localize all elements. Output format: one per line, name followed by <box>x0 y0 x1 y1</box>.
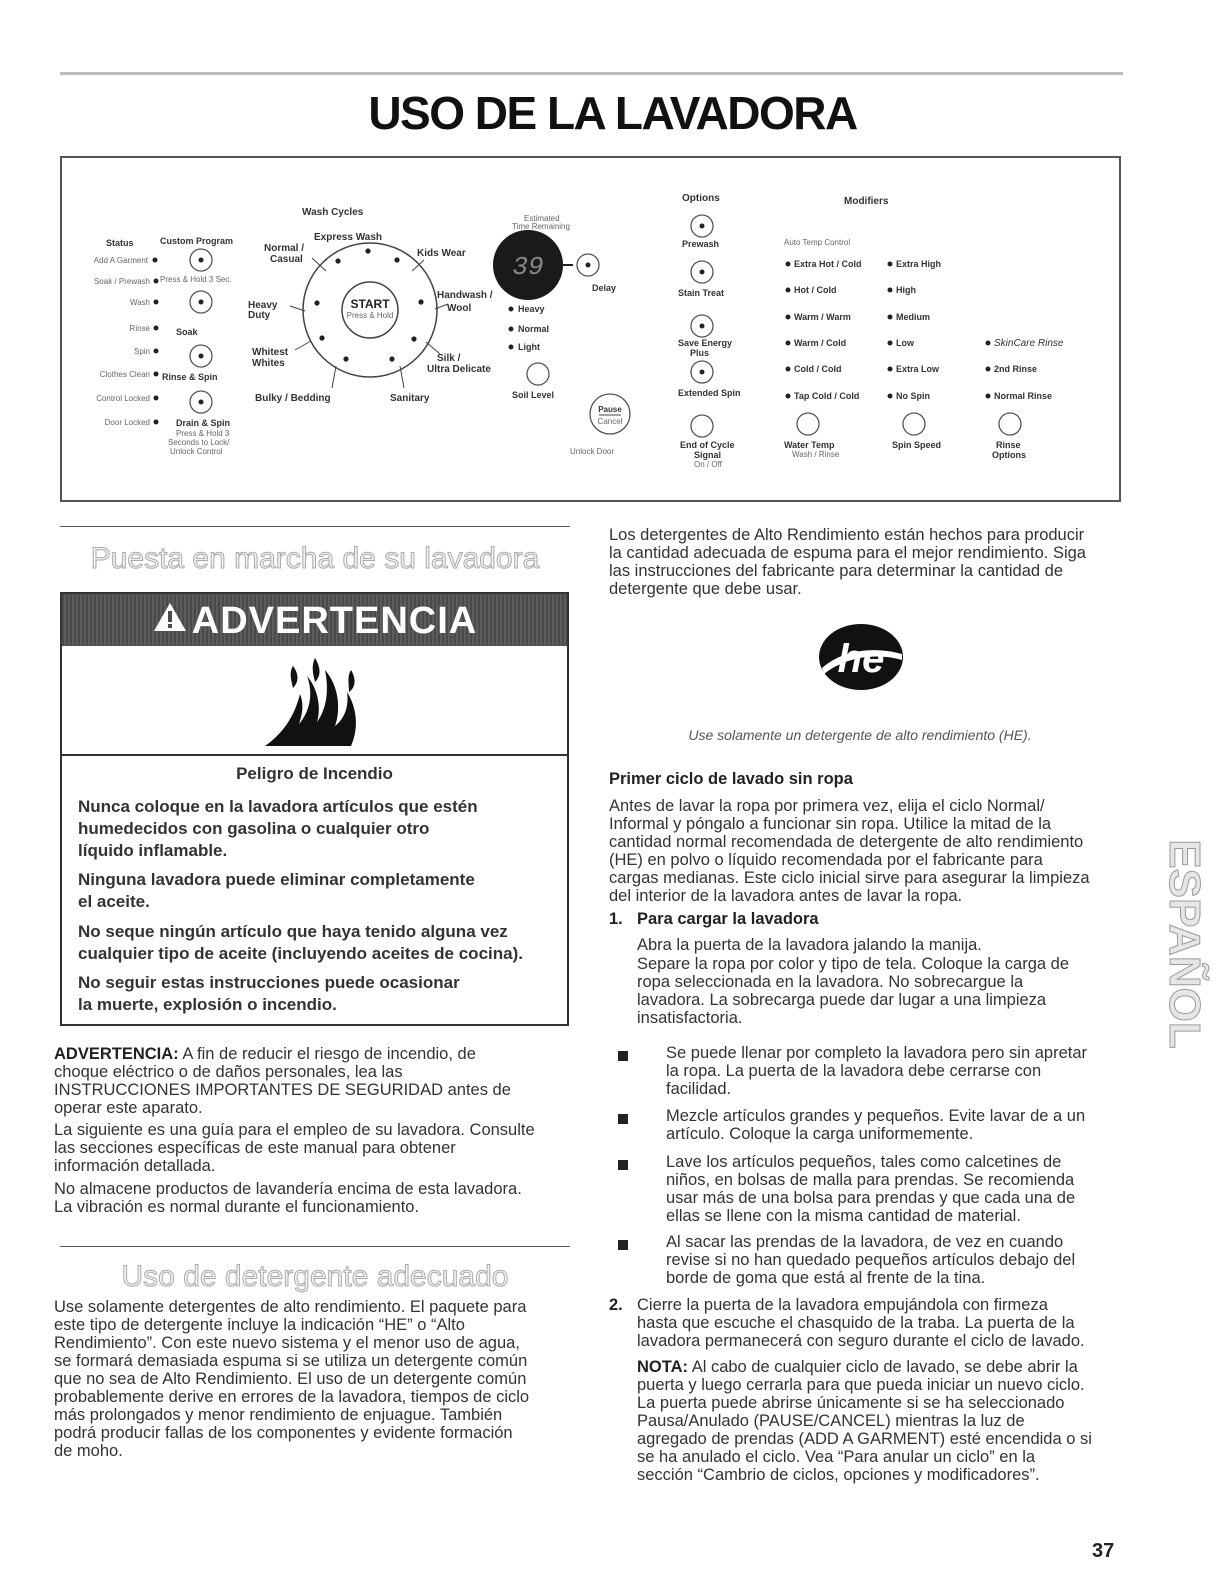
svg-text:SkinCare Rinse: SkinCare Rinse <box>994 338 1064 349</box>
handwash-label: Handwash / <box>437 290 493 301</box>
status-clothes-clean: Clothes Clean <box>99 370 150 379</box>
svg-text:No Spin: No Spin <box>896 391 930 401</box>
svg-text:Warm / Cold: Warm / Cold <box>794 338 847 348</box>
unlock-door-label: Unlock Door <box>570 447 615 456</box>
rinse-options-label-2: Options <box>992 450 1026 460</box>
drain-note-1: Press & Hold 3 <box>176 429 230 438</box>
extended-spin-label: Extended Spin <box>678 388 741 398</box>
custom-program-label: Custom Program <box>160 236 234 246</box>
warning-triangle-icon <box>152 601 188 633</box>
warning-box <box>60 592 569 1026</box>
bullet-marker <box>618 1160 628 1170</box>
detergent-paragraph: Use solamente detergentes de alto rendimiento. El paquete para este tipo de detergente incluye la indicación “HE” o “Alto Rendimiento”. Con este nuevo sistema y el menor uso de agua, se formará demasiada espuma si se utiliza un detergente común que no sea de Alto Rendimiento. El uso de un detergente común probablemente derive en errores de la lavadora, tiempos de ciclo más prolongados y menor rendimiento de enjuague. También podrá producir fallas de los componentes y evidente formación de moho. <box>54 1298 530 1460</box>
warning-separator <box>62 754 567 756</box>
status-wash: Wash <box>129 298 150 307</box>
step-1-open-door: Abra la puerta de la lavadora jalando la manija. <box>637 936 982 954</box>
fire-icon <box>255 652 375 750</box>
pause-label: Pause <box>598 405 622 414</box>
wash-cycles-label: Wash Cycles <box>302 207 364 218</box>
bullet-marker <box>618 1114 628 1124</box>
water-temp-label: Water Temp <box>784 440 835 450</box>
whitest-label: Whitest <box>252 347 289 358</box>
step-2-close-door: Cierre la puerta de la lavadora empujándola con firmeza hasta que escuche el chasquido de la traba. La puerta de la lavadora permanecerá con seguro durante el ciclo de lavado. <box>637 1296 1085 1350</box>
svg-text:Extra Low: Extra Low <box>896 364 940 374</box>
options-label: Options <box>682 193 720 204</box>
step-1-title: Para cargar la lavadora <box>637 910 819 928</box>
whites-label: Whites <box>252 358 285 369</box>
soil-level-label: Soil Level <box>512 390 555 400</box>
spin-speed-label: Spin Speed <box>892 440 942 450</box>
soak-label: Soak <box>176 327 198 337</box>
end-cycle-label-2: Signal <box>694 450 722 460</box>
top-rule <box>60 72 1123 75</box>
drain-note-3: Unlock Control <box>170 447 223 456</box>
end-cycle-label-1: End of Cycle <box>680 440 735 450</box>
time-display-value: 39 <box>512 252 544 282</box>
rinse-spin-label: Rinse & Spin <box>162 372 218 382</box>
drain-note-2: Seconds to Lock/ <box>168 438 230 447</box>
warning-text-1: Nunca coloque en la lavadora artículos que estén humedecidos con gasolina o cualquier otro líquido inflamable. <box>78 797 478 860</box>
svg-text:Medium: Medium <box>896 312 931 322</box>
bullet-item-2: Mezcle artículos grandes y pequeños. Evite lavar de a un artículo. Coloque la carga uniformemente. <box>666 1107 1086 1143</box>
warning-band <box>62 594 567 646</box>
svg-text:Light: Light <box>518 342 540 352</box>
svg-text:Heavy: Heavy <box>518 304 545 314</box>
warning-text-3: No seque ningún artículo que haya tenido alguna vez cualquier tipo de aceite (incluyendo aceites de cocina). <box>78 922 523 963</box>
language-side-tab <box>1146 824 1209 1064</box>
bullet-item-4: Al sacar las prendas de la lavadora, de vez en cuando revise si no han quedado pequeños artículos debajo del borde de goma que está al frente de la tina. <box>666 1233 1076 1287</box>
normal-label: Normal / <box>264 243 305 254</box>
status-rinse: Rinse <box>129 324 150 333</box>
wash-rinse-label: Wash / Rinse <box>792 450 840 459</box>
spin-speed-button[interactable] <box>903 413 925 435</box>
svg-text:Cold / Cold: Cold / Cold <box>794 364 842 374</box>
wool-label: Wool <box>447 303 472 314</box>
sanitary-label: Sanitary <box>390 393 430 404</box>
nota-paragraph: NOTA: Al cabo de cualquier ciclo de lavado, se debe abrir la puerta y luego cerrarla para que pueda iniciar un nuevo ciclo. La puerta puede abrirse únicamente si se ha seleccionado Pausa/Anulado (PAUSE/CANCEL) mientras la luz de agregado de prendas (ADD A GARMENT) esté encendida o si se ha anulado el ciclo. Vea “Para anular un ciclo” en la sección “Cambrio de ciclos, opciones y modificadores”. <box>637 1358 1092 1484</box>
bulky-bedding-label: Bulky / Bedding <box>255 393 331 404</box>
warning-title: ADVERTENCIA <box>62 600 567 643</box>
modifiers-label: Modifiers <box>844 196 889 207</box>
advertencia-paragraph: ADVERTENCIA: A fin de reducir el riesgo de incendio, de choque eléctrico o de daños personales, lea las INSTRUCCIONES IMPORTANTES DE SEGURIDAD antes de operar este aparato. <box>54 1045 511 1117</box>
svg-text:High: High <box>896 285 916 295</box>
he-logo-text: he <box>837 637 885 681</box>
cancel-label: Cancel <box>597 417 623 426</box>
spin-speed-options <box>888 259 942 401</box>
bullet-marker <box>618 1240 628 1250</box>
drain-spin-label: Drain & Spin <box>176 418 231 428</box>
svg-text:Normal: Normal <box>518 324 550 334</box>
section-rule-1 <box>60 526 570 527</box>
bullet-item-1: Se puede llenar por completo la lavadora pero sin apretar la ropa. La puerta de la lavadora debe cerrarse con facilidad. <box>666 1044 1088 1098</box>
svg-text:Low: Low <box>896 338 914 348</box>
heavy-duty-label-1: Heavy <box>248 300 278 311</box>
page-title: USO DE LA LAVADORA <box>368 87 857 139</box>
silk-label: Silk / <box>437 353 461 364</box>
svg-text:Tap Cold / Cold: Tap Cold / Cold <box>794 391 860 401</box>
step-2-number: 2. <box>609 1296 623 1314</box>
storage-paragraph: No almacene productos de lavandería encima de esta lavadora. La vibración es normal durante el funcionamiento. <box>54 1180 522 1216</box>
stain-treat-label: Stain Treat <box>678 288 725 298</box>
section-rule-2 <box>60 1246 570 1247</box>
he-detergent-paragraph: Los detergentes de Alto Rendimiento están hechos para producir la cantidad adecuada de espuma para el mejor rendimiento. Siga las instrucciones del fabricante para determinar la cantidad de detergente que debe usar. <box>609 526 1086 598</box>
pause-cancel-button[interactable] <box>590 394 630 434</box>
delay-label: Delay <box>592 283 617 293</box>
status-soak-prewash: Soak / Prewash <box>93 277 150 286</box>
auto-temp-label: Auto Temp Control <box>784 238 851 247</box>
first-cycle-heading: Primer ciclo de lavado sin ropa <box>609 770 853 788</box>
svg-text:2nd Rinse: 2nd Rinse <box>994 364 1038 374</box>
status-spin: Spin <box>133 347 150 356</box>
end-cycle-signal-button[interactable] <box>691 415 713 437</box>
est-time-2: Time Remaining <box>512 222 570 231</box>
save-energy-label-2: Plus <box>690 348 710 358</box>
svg-text:Normal Rinse: Normal Rinse <box>994 391 1053 401</box>
save-energy-label-1: Save Energy <box>678 338 733 348</box>
water-temp-button[interactable] <box>797 413 819 435</box>
bullet-item-3: Lave los artículos pequeños, tales como calcetines de niños, en bolsas de malla para prendas. Se recomienda usar más de una bolsa para prendas y que cada una de ellas se llene con la misma cantidad de material. <box>666 1153 1076 1225</box>
svg-text:Extra High: Extra High <box>896 259 942 269</box>
kids-wear-label: Kids Wear <box>417 248 466 259</box>
status-control-locked: Control Locked <box>96 394 150 403</box>
warning-text-2: Ninguna lavadora puede eliminar completamente el aceite. <box>78 870 475 911</box>
prewash-label: Prewash <box>682 239 720 249</box>
he-logo <box>816 620 906 692</box>
express-wash-label: Express Wash <box>314 232 382 243</box>
soil-level-lights <box>509 304 550 352</box>
status-label: Status <box>106 238 134 248</box>
he-caption: Use solamente un detergente de alto rendimiento (HE). <box>688 727 1032 743</box>
svg-text:Hot / Cold: Hot / Cold <box>794 285 837 295</box>
svg-text:Extra Hot / Cold: Extra Hot / Cold <box>794 259 862 269</box>
bullet-marker <box>618 1051 628 1061</box>
rinse-options-label-1: Rinse <box>996 440 1021 450</box>
rinse-options-button[interactable] <box>999 413 1021 435</box>
press-hold-3-sec: Press & Hold 3 Sec. <box>160 275 232 284</box>
heavy-duty-label-2: Duty <box>248 310 271 321</box>
guide-paragraph: La siguiente es una guía para el empleo de su lavadora. Consulte las secciones específicas de este manual para obtener información detallada. <box>54 1121 535 1175</box>
warning-text-4: No seguir estas instrucciones puede ocasionar la muerte, explosión o incendio. <box>78 973 460 1014</box>
section-heading-puesta-en-marcha: Puesta en marcha de su lavadora <box>90 542 540 575</box>
start-knob-label[interactable]: START <box>350 297 390 311</box>
on-off-label: On / Off <box>694 460 722 469</box>
rinse-options-list <box>986 338 1064 401</box>
soil-level-button[interactable] <box>527 363 549 385</box>
warning-subtitle: Peligro de Incendio <box>236 764 393 783</box>
step-1-sort-clothes: Separe la ropa por color y tipo de tela. Coloque la carga de ropa seleccionada en la lavadora. No sobrecargue la lavadora. La sobrecarga puede dar lugar a una limpieza insatisfactoria. <box>637 955 1070 1027</box>
press-hold-label: Press & Hold <box>346 311 394 320</box>
status-add-garment: Add A Garment <box>93 256 148 265</box>
water-temp-options <box>786 259 862 401</box>
est-time-1: Estimated <box>524 214 560 223</box>
status-lights <box>94 256 232 427</box>
language-side-tab-text: ESPAÑOL <box>1160 839 1209 1049</box>
ultra-delicate-label: Ultra Delicate <box>427 364 491 375</box>
svg-text:Warm / Warm: Warm / Warm <box>794 312 851 322</box>
status-door-locked: Door Locked <box>104 418 150 427</box>
page-number: 37 <box>1092 1540 1115 1562</box>
first-cycle-paragraph: Antes de lavar la ropa por primera vez, elija el ciclo Normal/ Informal y póngalo a funcionar sin ropa. Utilice la mitad de la cantidad normal recomendada de detergente de alto rendimiento (HE) en polvo o líquido recomendada por el fabricante para cargas medianas. Este ciclo inicial sirve para asegurar la limpieza del interior de la lavadora antes de lavar la ropa. <box>609 797 1090 905</box>
control-panel-figure <box>60 156 1121 502</box>
step-1-number: 1. <box>609 910 623 928</box>
section-heading-detergente: Uso de detergente adecuado <box>121 1260 509 1293</box>
casual-label: Casual <box>270 254 303 265</box>
